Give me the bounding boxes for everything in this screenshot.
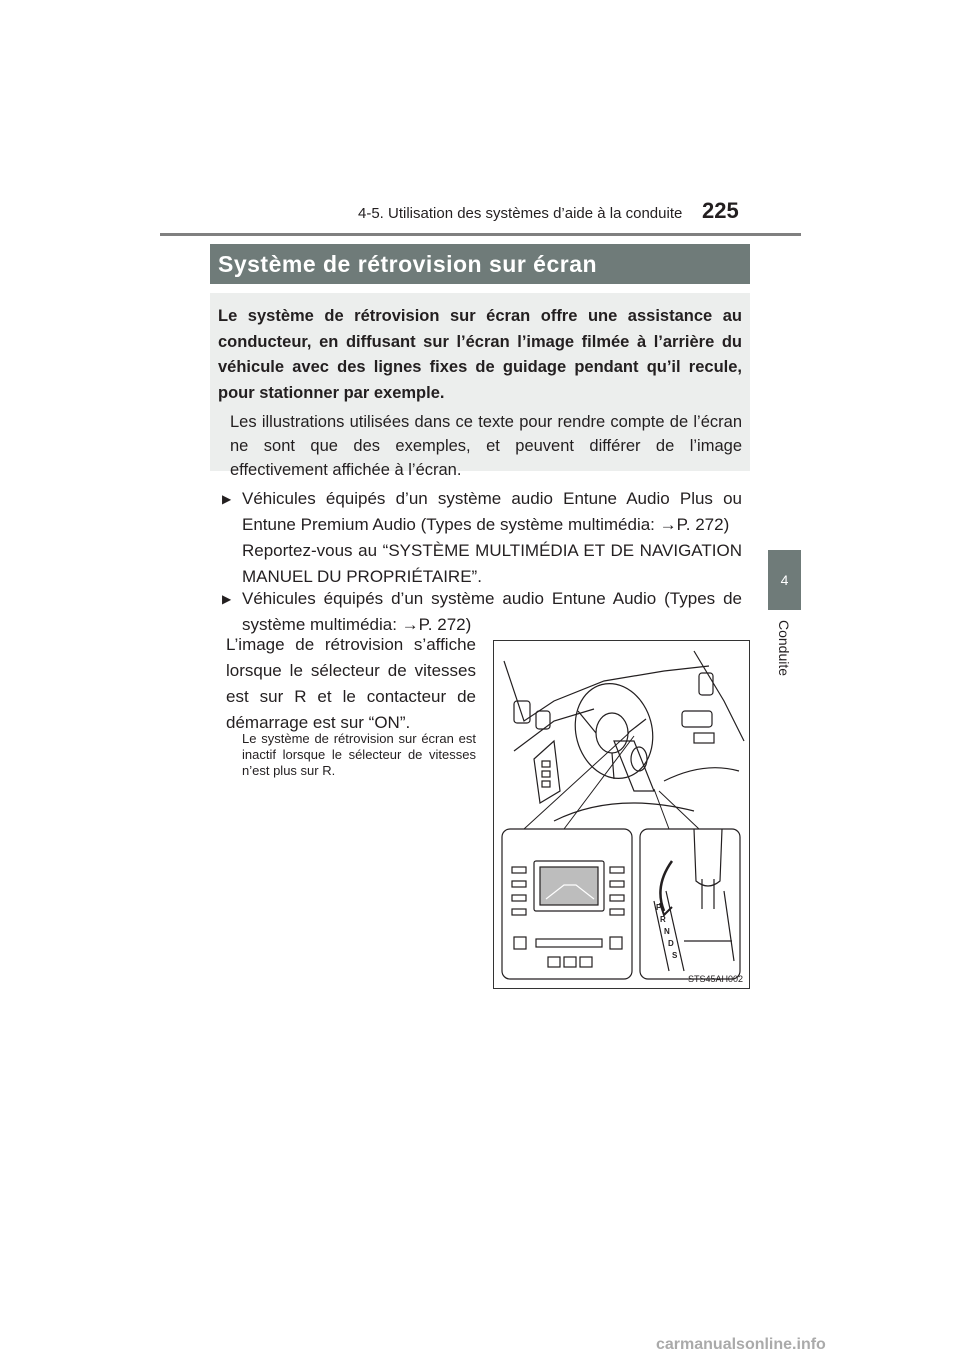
running-header: 4-5. Utilisation des systèmes d’aide à la conduite <box>358 205 683 222</box>
intro-summary: Le système de rétrovision sur écran offre une assistance au conducteur, en diffusant sur l’écran l’image filmée à l’arrière du véhicule avec des lignes fixes de guidage pendant qu’il recule, pour stationner par exemple. <box>218 307 742 402</box>
gear-letter-r: R <box>660 915 666 924</box>
chapter-tab[interactable] <box>768 550 801 610</box>
bullet-arrow-icon: ▶ <box>222 492 232 506</box>
chapter-name: Conduite <box>776 619 792 677</box>
intro-note: Les illustrations utilisées dans ce texte pour rendre compte de l’écran ne sont que des exemples, et peuvent différer de l’image effectivement affichée à l’écran. <box>230 413 742 479</box>
bullet-text: Véhicules équipés d’un système audio Entune Audio Plus ou Entune Premium Audio (Types de système multimédia: →P. 272) <box>242 489 742 534</box>
steering-wheel <box>565 675 663 787</box>
header-divider <box>160 233 801 236</box>
illustration-code: STS45AH002 <box>687 974 743 984</box>
watermark: carmanualsonline.info <box>656 1336 826 1353</box>
body-paragraph: L’image de rétrovision s’affiche lorsque le sélecteur de vitesses est sur R et le contacteur de démarrage est sur “ON”. <box>226 635 476 732</box>
bullet-item-plus-premium <box>222 486 742 538</box>
bullet-followup: Reportez-vous au “SYSTÈME MULTIMÉDIA ET DE NAVIGATION MANUEL DU PROPRIÉTAIRE”. <box>242 541 742 586</box>
gear-letter-s: S <box>672 951 678 960</box>
dashboard-illustration <box>493 640 750 989</box>
bullet-arrow-icon: ▶ <box>222 592 232 606</box>
illustration-drawing <box>494 641 751 990</box>
intro-box <box>210 293 750 479</box>
gear-letter-n: N <box>664 927 670 936</box>
gear-letter-d: D <box>668 939 674 948</box>
bullet-text: Véhicules équipés d’un système audio Entune Audio (Types de système multimédia: →P. 272) <box>242 589 742 634</box>
gear-letter-p: P <box>656 903 662 912</box>
body-note: Le système de rétrovision sur écran est inactif lorsque le sélecteur de vitesses n’est plus sur R. <box>242 731 476 778</box>
rear-camera-screen <box>540 867 598 905</box>
section-title: Système de rétrovision sur écran <box>210 244 750 284</box>
chapter-number: 4 <box>780 572 789 588</box>
page-number: 225 <box>702 198 739 223</box>
bullet-item-entune-audio <box>222 586 742 638</box>
